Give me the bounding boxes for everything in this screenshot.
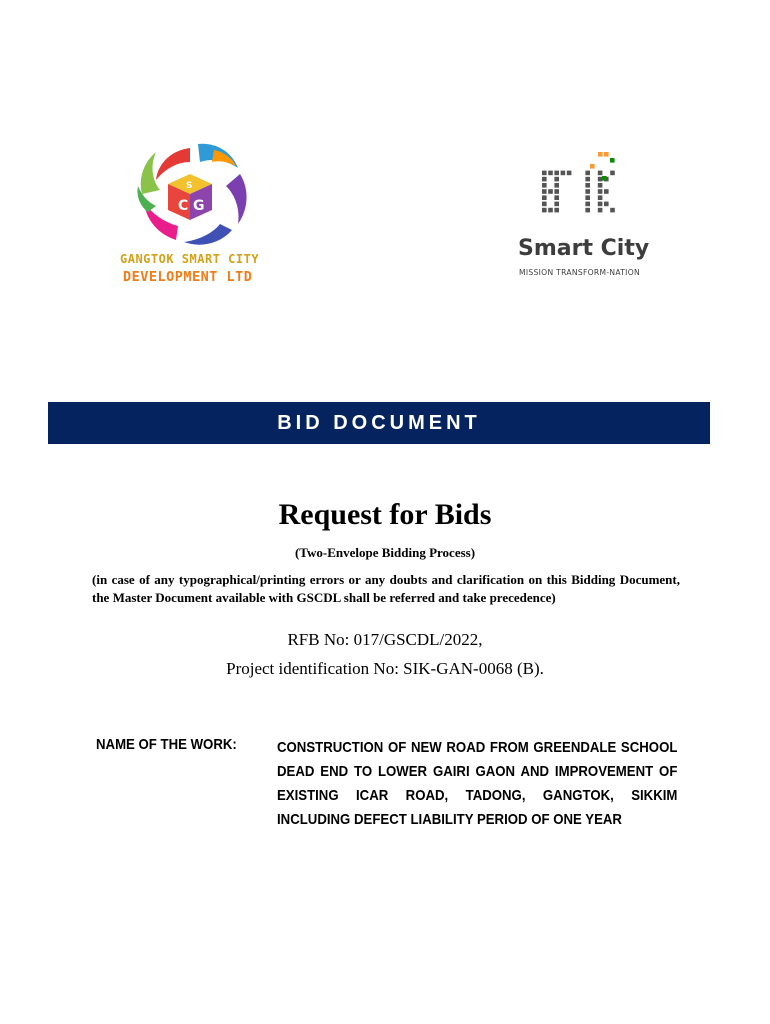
smart-city-title: Smart City — [518, 236, 650, 261]
dot-0 — [542, 171, 547, 176]
bid-document-banner: BID DOCUMENT — [48, 402, 710, 444]
dot-37 — [610, 208, 615, 213]
accent-dot-2 — [610, 158, 615, 163]
rfb-number: RFB No: 017/GSCDL/2022, — [287, 630, 483, 649]
accent-dot-3 — [590, 164, 595, 169]
dot-29 — [598, 189, 603, 194]
dot-4 — [542, 195, 547, 200]
dot-7 — [548, 171, 553, 176]
dot-20 — [585, 177, 590, 182]
dot-5 — [542, 202, 547, 207]
dot-9 — [548, 208, 553, 213]
project-identification: Project identification No: SIK-GAN-0068 (B). — [226, 659, 544, 678]
gscdl-name-line1: GANGTOK SMART CITY — [120, 252, 260, 266]
dot-21 — [585, 183, 590, 188]
gscdl-logo — [120, 140, 260, 290]
bidding-process-subtitle: (Two-Envelope Bidding Process) — [294, 545, 476, 560]
dot-3 — [542, 189, 547, 194]
dot-36 — [610, 171, 615, 176]
smart-city-tagline: MISSION TRANSFORM-NATION — [519, 268, 640, 277]
dot-34 — [604, 189, 609, 194]
dot-10 — [554, 171, 559, 176]
dot-1 — [542, 177, 547, 182]
dot-15 — [554, 202, 559, 207]
dot-19 — [585, 171, 590, 176]
svg-text:C: C — [178, 198, 189, 214]
dot-13 — [554, 189, 559, 194]
dot-14 — [554, 195, 559, 200]
dot-26 — [598, 171, 603, 176]
dot-32 — [598, 208, 603, 213]
precedence-note: (in case of any typographical/printing errors or any doubts and clarification on this Bidding Document, the Master Document available with GSCDL shall be referred and take precedence) — [92, 572, 680, 605]
dot-27 — [598, 177, 603, 182]
dot-6 — [542, 208, 547, 213]
dot-22 — [585, 189, 590, 194]
accent-dot-1 — [604, 152, 609, 157]
dot-24 — [585, 202, 590, 207]
dot-17 — [561, 171, 566, 176]
accent-dot-0 — [598, 152, 603, 157]
dot-31 — [598, 202, 603, 207]
dot-18 — [567, 171, 572, 176]
smart-city-logo — [515, 150, 655, 285]
work-name-label: NAME OF THE WORK: — [96, 736, 237, 753]
gscdl-name-line2: DEVELOPMENT LTD — [123, 269, 253, 285]
dot-35 — [604, 202, 609, 207]
dot-30 — [598, 195, 603, 200]
work-name-description: CONSTRUCTION OF NEW ROAD FROM GREENDALE SCHOOL DEAD END TO LOWER GAIRI GAON AND IMPROVEMENT OF EXISTING ICAR ROAD, TADONG, GANGTOK, SIKKIM INCLUDING DEFECT LIABILITY PERIOD OF ONE YEAR — [277, 739, 678, 828]
dot-12 — [554, 183, 559, 188]
dot-16 — [554, 208, 559, 213]
gscdl-swirl-emblem — [128, 140, 253, 248]
dot-28 — [598, 183, 603, 188]
svg-text:S: S — [186, 181, 193, 191]
page-title: Request for Bids — [278, 498, 492, 531]
smart-city-dot-grid-icon — [540, 150, 635, 230]
svg-text:G: G — [193, 198, 205, 214]
dot-11 — [554, 177, 559, 182]
accent-dot-4 — [602, 176, 607, 181]
dot-23 — [585, 195, 590, 200]
dot-2 — [542, 183, 547, 188]
dot-25 — [585, 208, 590, 213]
dot-8 — [548, 189, 553, 194]
